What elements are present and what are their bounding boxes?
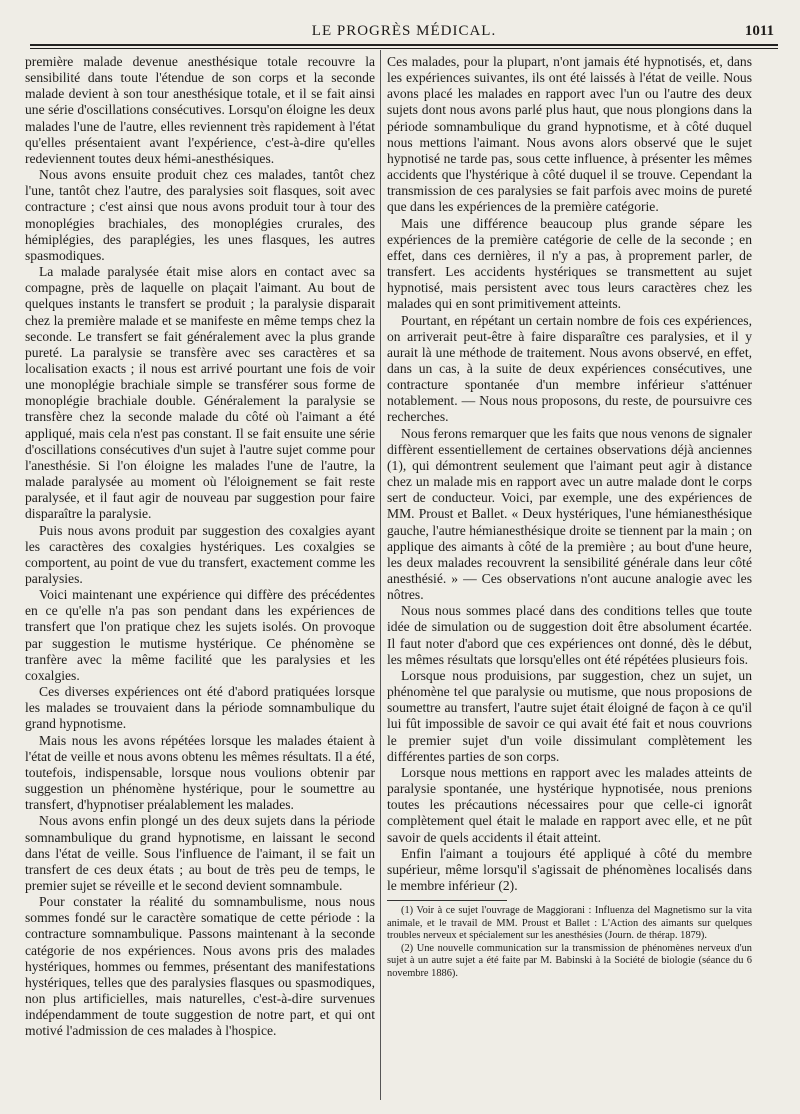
paragraph: Mais une différence beaucoup plus grande sépare les expériences de la première catégorie de celle de la seconde ; en effet, dans ces dernières, il n'y a pas, à proprement parler, de transfert. Les accidents hystériques se transmettent au sujet hypnotisé, mais persistent avec tous leurs caractères chez les malades qui en sont primitivement atteints.: [387, 215, 752, 312]
running-header: [30, 22, 778, 42]
paragraph: Nous nous sommes placé dans des conditions telles que toute idée de simulation ou de suggestion doit être absolument écartée. Il faut noter d'abord que ces expériences ont donné, dès le début, les mêmes résultats que lorsqu'elles ont été répétées plusieurs fois.: [387, 603, 752, 667]
paragraph: Pour constater la réalité du somnambulisme, nous nous sommes fondé sur le caractère somatique de cette période : la contracture somnambulique. Passons maintenant à la seconde catégorie de nos expériences. Nous avons pris des malades hystériques, hommes ou femmes, présentant des manifestations hystériques, telles que des paralysies flasques ou spasmodiques, non plus artificielles, mais naturelles, c'est-à-dire survenues indépendamment de toute suggestion de notre part, et qui ont motivé l'admission de ces malades à l'hospice.: [25, 894, 375, 1039]
footnote-rule: [387, 900, 507, 901]
paragraph: Nous avons enfin plongé un des deux sujets dans la période somnambulique du grand hypnotisme, en laissant le second dans l'état de veille. Sous l'influence de l'aimant, il se fait un transfert de ces deux états ; au bout de très peu de temps, le premier sujet se réveille et le second devient somnambule.: [25, 813, 375, 893]
page-number: 1011: [744, 23, 774, 39]
footnote: (2) Une nouvelle communication sur la transmission de phénomènes nerveux d'un sujet à un autre sujet a été faite par M. Babinski à la Société de biologie (séance du 6 novembre 1886).: [387, 942, 752, 979]
paragraph: première malade devenue anesthésique totale recouvre la sensibilité dans toute l'étendue de son corps et la seconde malade devient à son tour anesthésique totale, et il se fait ainsi une série d'oscillations consécutives. Lorsqu'on éloigne les deux malades l'une de l'autre, elles reviennent très rapidement à l'état qu'elles présentaient avant l'expérience, c'est-à-dire qu'elles redeviennent toutes deux hémi-anesthésiques.: [25, 54, 375, 166]
journal-title: LE PROGRÈS MÉDICAL.: [311, 23, 497, 39]
paragraph: Ces malades, pour la plupart, n'ont jamais été hypnotisés, et, dans les expériences suivantes, ils ont été laissés à l'état de veille. Nous avons placé les malades en rapport avec l'un ou l'autre des deux sujets dont nous avons parlé plus haut, que nous plongions dans la période somnambulique du grand hypnotisme, et à côté duquel nous mettions l'aimant. Nous avons alors observé que le sujet hypnotisé ne tarde pas, sous cette influence, à présenter les mêmes accidents que l'hystérique à côté duquel il se trouve. Cependant la transmission de ces paralysies se fait parfois avec moins de pureté que dans les expériences de la première catégorie.: [387, 54, 752, 215]
column-divider: [380, 50, 381, 1100]
paragraph: Pourtant, en répétant un certain nombre de fois ces expériences, on arriverait peut-être à faire disparaître ces paralysies, et il y aurait là une méthode de traitement. Nous avons observé, en effet, dans un cas, à la suite de deux expériences consécutives, une contracture spontanée d'un membre inférieur s'atténuer notablement. — Nous nous proposons, du reste, de poursuivre ces recherches.: [387, 312, 752, 425]
paragraph: Enfin l'aimant a toujours été appliqué à côté du membre supérieur, même lorsqu'il s'agissait de phénomènes localisés dans le membre inférieur (2).: [387, 845, 752, 893]
header-rule-thin: [30, 48, 778, 49]
left-column: [25, 54, 375, 1040]
footnote: (1) Voir à ce sujet l'ouvrage de Maggiorani : Influenza del Magnetismo sur la vita animale, et le travail de MM. Proust et Ballet : L'Action des aimants sur quelques troubles nerveux et spécialement sur les anesthésies (Journ. de thérap. 1879).: [387, 905, 752, 942]
paragraph: Puis nous avons produit par suggestion des coxalgies ayant les caractères des coxalgies hystériques. Les coxalgies se comportent, au point de vue du transfert, exactement comme les paralysies.: [25, 522, 375, 586]
paragraph: Voici maintenant une expérience qui diffère des précédentes en ce qu'elle n'a pas son pendant dans les expériences de transfert que l'on pratique chez les sujets isolés. On provoque par suggestion le mutisme hystérique. Ce phénomène se tranfère avec la même facilité que les paralysies et les coxalgies.: [25, 587, 375, 683]
paragraph: Nous avons ensuite produit chez ces malades, tantôt chez l'une, tantôt chez l'autre, des paralysies soit flasques, soit avec contracture ; c'est ainsi que nous avons produit tour à tour des monoplégies brachiales, des monoplégies crurales, des hémiplégies, des paraplégies, les unes flasques, les autres spasmodiques.: [25, 167, 375, 263]
header-rule-thick: [30, 44, 778, 46]
paragraph: Nous ferons remarquer que les faits que nous venons de signaler diffèrent essentiellement de certaines observations déjà anciennes (1), qui démontrent seulement que l'aimant peut agir à distance chez un malade mis en rapport avec un autre malade dont le corps sert de conducteur. Voici, par exemple, une des expériences de MM. Proust et Ballet. « Deux hystériques, l'une hémianesthésique gauche, l'autre hémianesthésique droite se tiennent par la main ; on applique des aimants à côté de la première ; au bout d'une heure, les deux malades recouvrent la sensibilité générale dans leur côté anesthésié. » — Ces observations n'ont aucune analogie avec les nôtres.: [387, 425, 752, 603]
paragraph: Lorsque nous mettions en rapport avec les malades atteints de paralysie spontanée, une hystérique hypnotisée, nous prenions toutes les précautions nécessaires pour que celle-ci ignorât complètement quel était le malade en rapport avec elle, et ne pût savoir de quels accidents il était atteint.: [387, 764, 752, 845]
right-column: [387, 54, 752, 980]
paragraph: Mais nous les avons répétées lorsque les malades étaient à l'état de veille et nous avons obtenu les mêmes résultats. Il a été, toutefois, indispensable, lorsque nous voulions obtenir par suggestion un phénomène hystérique, pour le soumettre au transfert, d'hypnotiser préalablement les malades.: [25, 732, 375, 813]
paragraph: Ces diverses expériences ont été d'abord pratiquées lorsque les malades se trouvaient dans la période somnambulique du grand hypnotisme.: [25, 684, 375, 732]
paragraph: La malade paralysée était mise alors en contact avec sa compagne, près de laquelle on plaçait l'aimant. Au bout de quelques instants le transfert se produit ; la paralysie disparait chez la première malade et se manifeste en même temps chez la seconde. Le transfert se fait généralement avec la plus grande pureté. La paralysie se transfère avec ses caractères et sa localisation exacts ; il nous est arrivé pourtant une fois de voir une monoplégie brachiale simple se transférer sous forme de monoplégie brachiale double. Généralement la paralysie se transfère chez la seconde malade du côté où l'aimant a été appliqué, mais cela n'est pas constant. Il se fait ensuite une série d'oscillations consécutives d'un sujet à l'autre sujet comme pour l'anesthésie. Si l'on éloigne les malades l'une de l'autre, la malade paralysée au moment où l'éloignement se fait reste paralysée, et il faut agir de nouveau par suggestion pour faire disparaître la paralysie.: [25, 264, 375, 522]
paragraph: Lorsque nous produisions, par suggestion, chez un sujet, un phénomène tel que paralysie ou mutisme, que nous proposions de soumettre au transfert, l'autre sujet était éloigné de façon à ce qu'il lui fût impossible de savoir ce qui avait été fait et nous couvrions le premier sujet d'un voile dissimulant complètement les différentes parties de son corps.: [387, 667, 752, 764]
